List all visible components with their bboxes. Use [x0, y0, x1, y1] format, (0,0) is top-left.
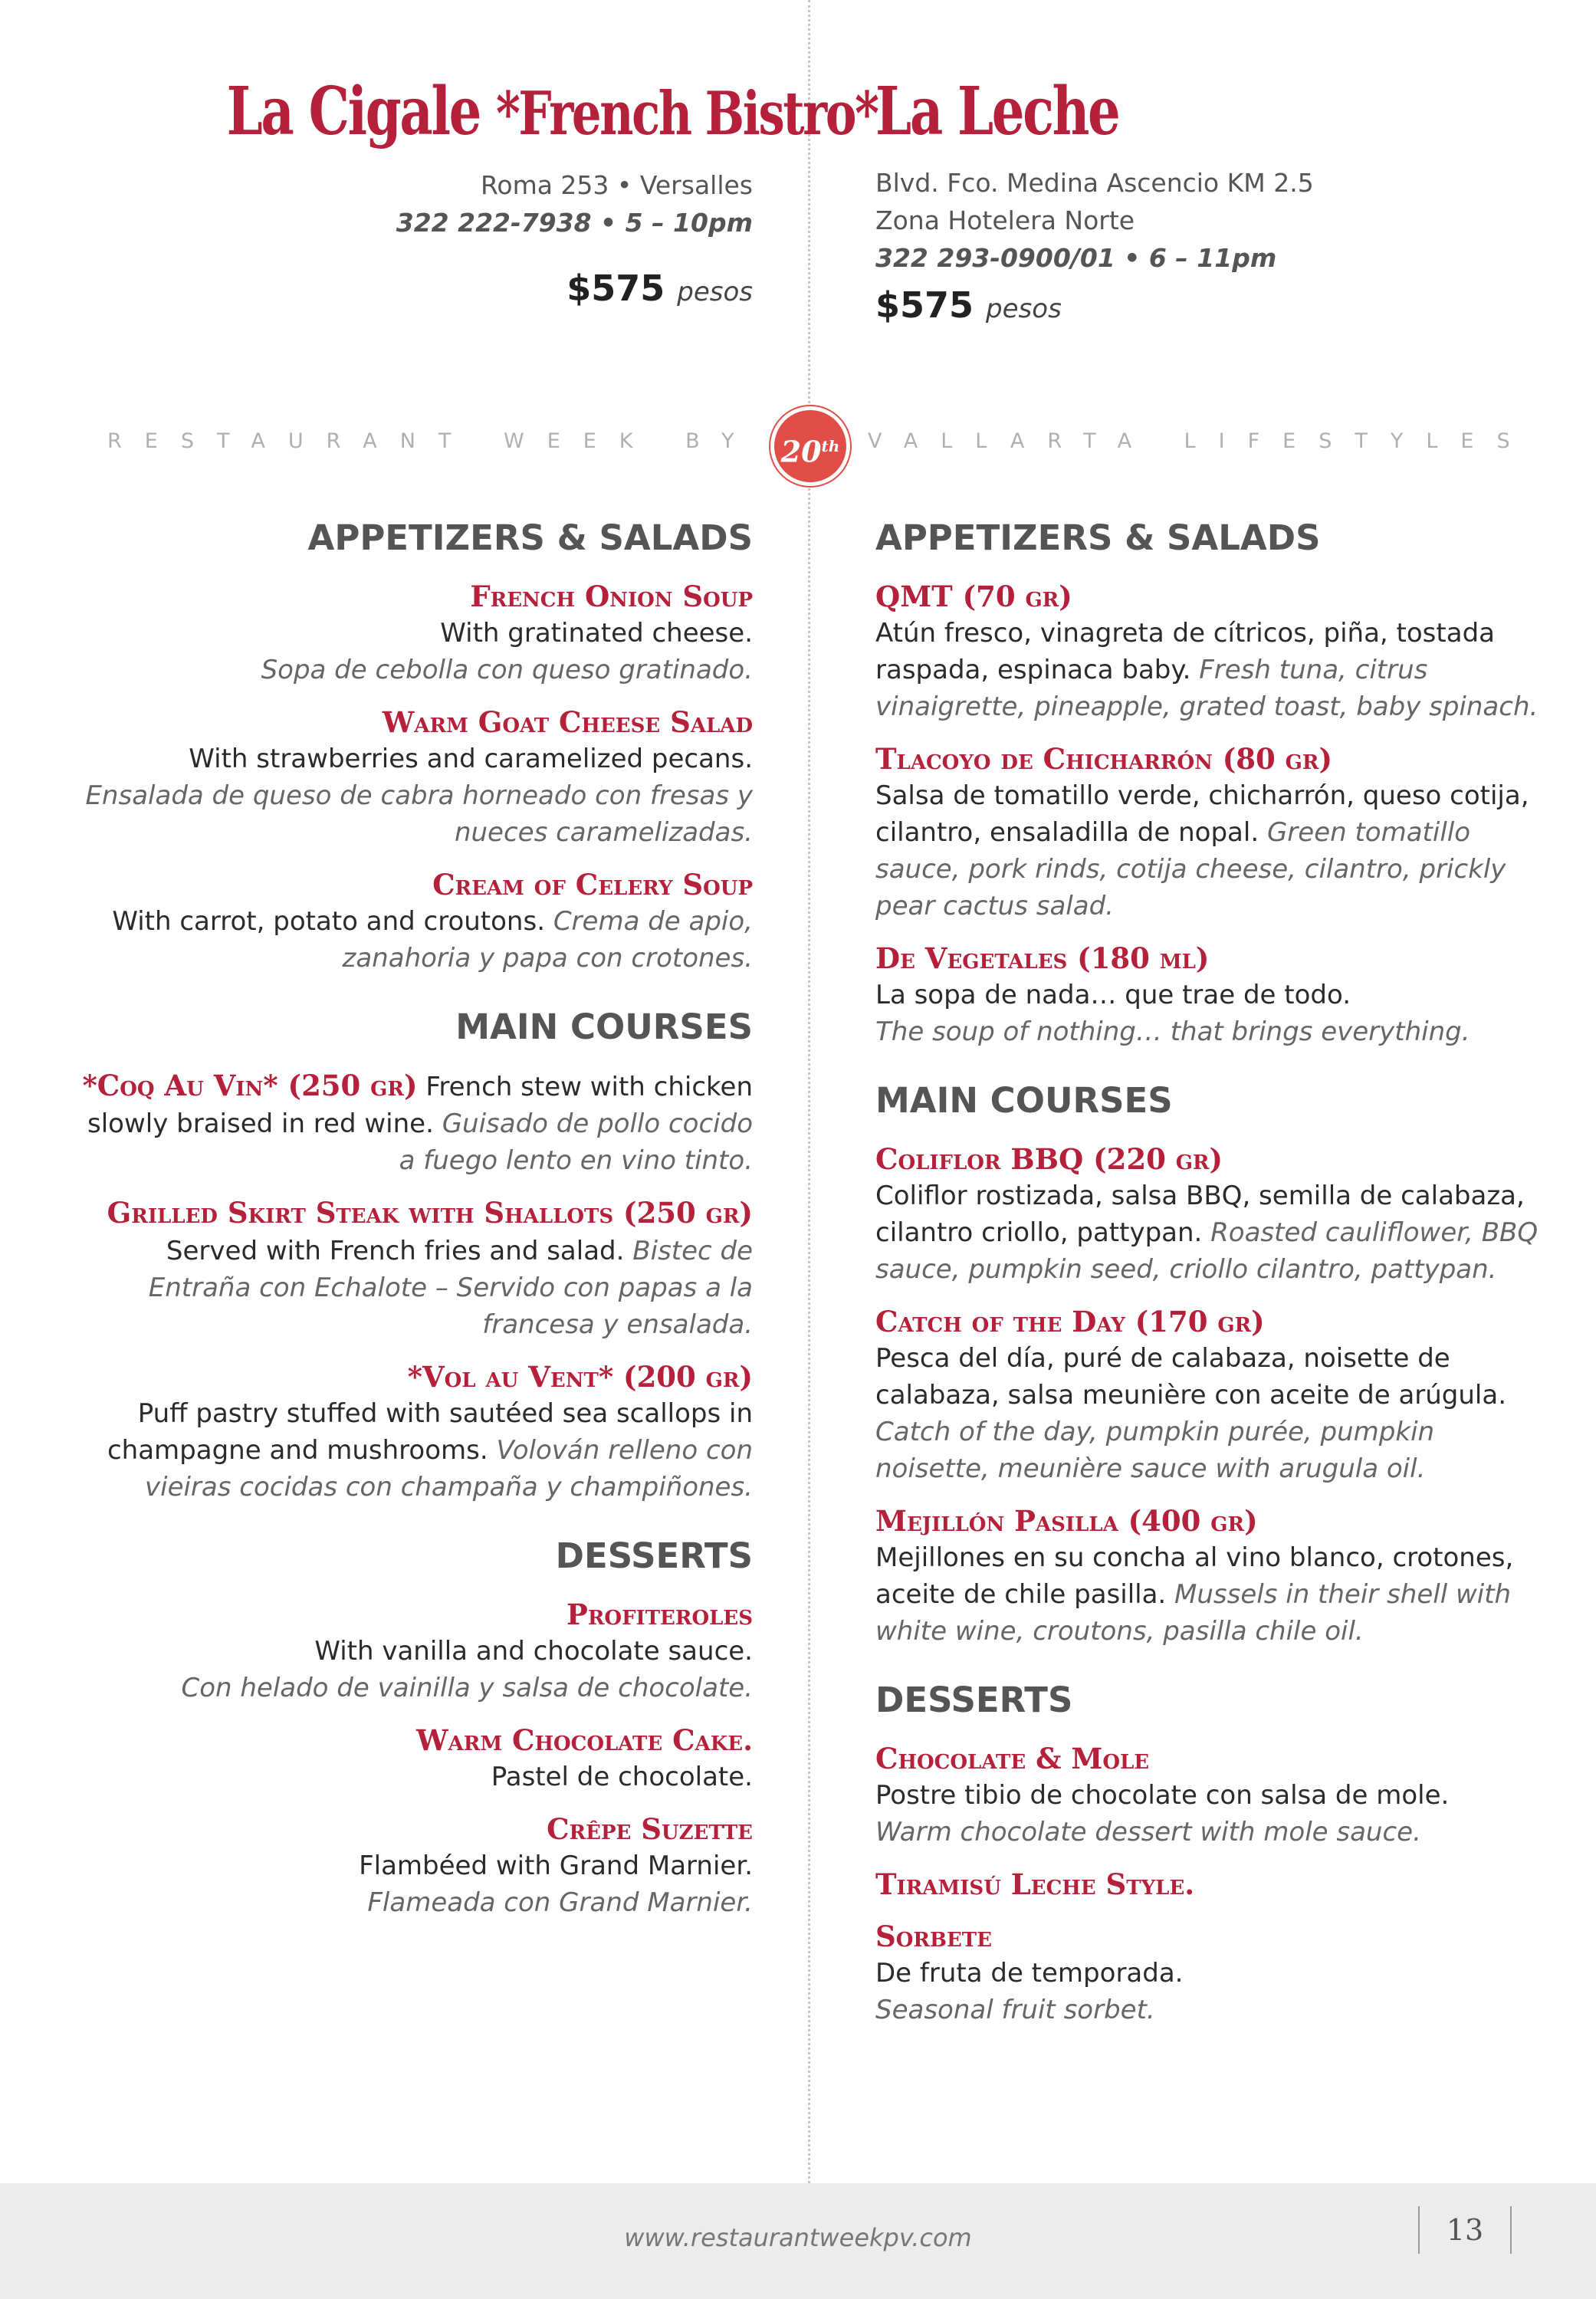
column-divider: [808, 0, 810, 2183]
dish-name: *Vol au Vent* (200 gr): [407, 1360, 753, 1394]
restaurant-info: [875, 164, 1550, 277]
page-number: 13: [1418, 2206, 1512, 2254]
dish-translation: Con helado de vainilla y salsa de chocolate.: [181, 1673, 753, 1703]
restaurant-name-sub: *French Bistro*: [495, 79, 878, 149]
dish-translation: Green tomatillo sauce, pork rinds, cotija cheese, cilantro, prickly pear cactus salad.: [875, 817, 1506, 921]
price: [78, 268, 753, 309]
address-line-2: Zona Hotelera Norte: [875, 205, 1135, 235]
dish-name: French Onion Soup: [470, 580, 753, 613]
address: Roma 253 • Versalles: [480, 170, 753, 200]
restaurant-header-la-leche: [875, 74, 1550, 326]
dish-translation: Volován relleno con vieiras cocidas con champaña y champiñones.: [145, 1435, 753, 1503]
menu-item: [875, 940, 1550, 1050]
price-unit: pesos: [677, 277, 753, 307]
menu-la-cigale: [78, 515, 753, 1936]
dish-translation: Bistec de Entraña con Echalote – Servido con papas a la francesa y ensalada.: [148, 1236, 753, 1340]
dish-name: Warm Goat Cheese Salad: [382, 705, 753, 739]
dish-description: Atún fresco, vinagreta de cítricos, piña, tostada raspada, espinaca baby.: [875, 618, 1495, 685]
menu-item: [875, 1740, 1550, 1851]
dish-translation: Sopa de cebolla con queso gratinado.: [261, 655, 753, 685]
dish-description: Postre tibio de chocolate con salsa de mole.: [875, 1780, 1450, 1811]
phone-hours: 322 293-0900/01 • 6 – 11pm: [875, 243, 1277, 273]
dish-name: Warm Chocolate Cake.: [416, 1723, 753, 1757]
restaurant-info: [78, 166, 753, 241]
menu-item: [78, 1596, 753, 1706]
badge-number: 20: [780, 434, 822, 469]
page-footer: [0, 2183, 1596, 2299]
menu-item: [78, 578, 753, 688]
dish-name: QMT (70 gr): [875, 580, 1072, 613]
restaurant-name-main: La Cigale: [226, 73, 496, 150]
section-title-appetizers: APPETIZERS & SALADS: [875, 517, 1321, 558]
dish-name: Tiramisú Leche Style.: [875, 1867, 1195, 1901]
dish-description: Served with French fries and salad.: [166, 1236, 625, 1266]
website-link[interactable]: www.restaurantweekpv.com: [624, 2223, 972, 2252]
dish-description: La sopa de nada… que trae de todo.: [875, 980, 1351, 1010]
dish-name: *Coq Au Vin* (250 gr): [82, 1069, 418, 1102]
dish-description: Puff pastry stuffed with sautéed sea scallops in champagne and mushrooms.: [107, 1398, 753, 1466]
dish-description: With strawberries and caramelized pecans.: [189, 744, 753, 774]
section-title-mains: MAIN COURSES: [875, 1080, 1173, 1121]
dish-translation: The soup of nothing… that brings everything.: [875, 1016, 1470, 1047]
dish-name: Profiteroles: [566, 1598, 753, 1631]
menu-item: [875, 1918, 1550, 2028]
dish-translation: Roasted cauliflower, BBQ sauce, pumpkin seed, criollo cilantro, pattypan.: [875, 1217, 1539, 1285]
restaurant-name: [226, 73, 878, 153]
menu-item: [875, 1141, 1550, 1288]
dish-description: Pesca del día, puré de calabaza, noisette de calabaza, salsa meunière con aceite de arúgula.: [875, 1343, 1507, 1411]
restaurant-name: La Leche: [875, 73, 1119, 150]
menu-item: [875, 741, 1550, 925]
dish-name: Coliflor BBQ (220 gr): [875, 1142, 1223, 1176]
dish-name: Tlacoyo de Chicharrón (80 gr): [875, 742, 1332, 776]
dish-description: Mejillones en su concha al vino blanco, crotones, aceite de chile pasilla.: [875, 1542, 1514, 1610]
dish-description: With vanilla and chocolate sauce.: [314, 1636, 753, 1667]
price-unit: pesos: [986, 294, 1062, 324]
dish-description: De fruta de temporada.: [875, 1958, 1184, 1989]
anniversary-badge: [770, 406, 850, 486]
menu-item: [875, 1503, 1550, 1650]
phone-hours: 322 222-7938 • 5 – 10pm: [396, 208, 753, 238]
dish-name: Catch of the Day (170 gr): [875, 1305, 1265, 1338]
dish-description: Coliflor rostizada, salsa BBQ, semilla de calabaza, cilantro criollo, pattypan.: [875, 1181, 1525, 1248]
dish-translation: Mussels in their shell with white wine, croutons, pasilla chile oil.: [875, 1579, 1512, 1647]
dish-description: French stew with chicken slowly braised in red wine.: [87, 1072, 753, 1139]
dish-name: Mejillón Pasilla (400 gr): [875, 1504, 1258, 1538]
dish-translation: Ensalada de queso de cabra horneado con fresas y nueces caramelizadas.: [85, 780, 753, 848]
dish-name: Cream of Celery Soup: [432, 868, 753, 902]
dish-translation: Crema de apio, zanahoria y papa con crotones.: [342, 906, 753, 974]
dish-description: With gratinated cheese.: [440, 618, 753, 649]
dish-translation: Warm chocolate dessert with mole sauce.: [875, 1817, 1421, 1847]
menu-la-leche: [875, 515, 1550, 2044]
dish-name: Chocolate & Mole: [875, 1742, 1150, 1775]
section-title-desserts: DESSERTS: [875, 1680, 1073, 1720]
dish-description: Pastel de chocolate.: [491, 1762, 753, 1792]
menu-item: [78, 1067, 753, 1179]
dish-description: Flambéed with Grand Marnier.: [359, 1851, 753, 1881]
band-text-right: VALLARTA LIFESTYLES: [868, 429, 1533, 453]
dish-description: Salsa de tomatillo verde, chicharrón, queso cotija, cilantro, ensaladilla de nopal.: [875, 780, 1529, 848]
dish-translation: Fresh tuna, citrus vinaigrette, pineapple, grated toast, baby spinach.: [875, 655, 1539, 722]
price-amount: $575: [875, 284, 974, 326]
menu-item: [78, 1358, 753, 1506]
menu-item: [875, 578, 1550, 725]
menu-item: [875, 1303, 1550, 1487]
band-text-left: RESTAURANT WEEK BY: [107, 429, 757, 453]
address-line-1: Blvd. Fco. Medina Ascencio KM 2.5: [875, 168, 1314, 198]
dish-name: Grilled Skirt Steak with Shallots (250 gr): [107, 1196, 753, 1230]
price: [875, 284, 1550, 326]
dish-translation: Flameada con Grand Marnier.: [367, 1887, 753, 1918]
dish-name: Sorbete: [875, 1920, 992, 1953]
dish-translation: Seasonal fruit sorbet.: [875, 1995, 1155, 2025]
section-title-desserts: DESSERTS: [555, 1535, 753, 1576]
dish-translation: Guisado de pollo cocido a fuego lento en vino tinto.: [399, 1108, 753, 1176]
restaurant-week-band: [0, 414, 1596, 471]
menu-item: [78, 1722, 753, 1795]
menu-item: [875, 1866, 1550, 1903]
dish-translation: Catch of the day, pumpkin purée, pumpkin noisette, meunière sauce with arugula oil.: [875, 1417, 1435, 1484]
dish-name: De Vegetales (180 ml): [875, 941, 1210, 975]
section-title-appetizers: APPETIZERS & SALADS: [307, 517, 753, 558]
dish-description: With carrot, potato and croutons.: [112, 906, 545, 937]
menu-item: [78, 1811, 753, 1921]
restaurant-header-la-cigale: [78, 73, 878, 309]
menu-item: [78, 866, 753, 977]
badge-suffix: th: [821, 437, 840, 455]
price-amount: $575: [566, 268, 665, 309]
menu-item: [78, 704, 753, 851]
dish-name: Crêpe Suzette: [547, 1812, 753, 1846]
section-title-mains: MAIN COURSES: [455, 1007, 753, 1047]
menu-item: [78, 1194, 753, 1343]
